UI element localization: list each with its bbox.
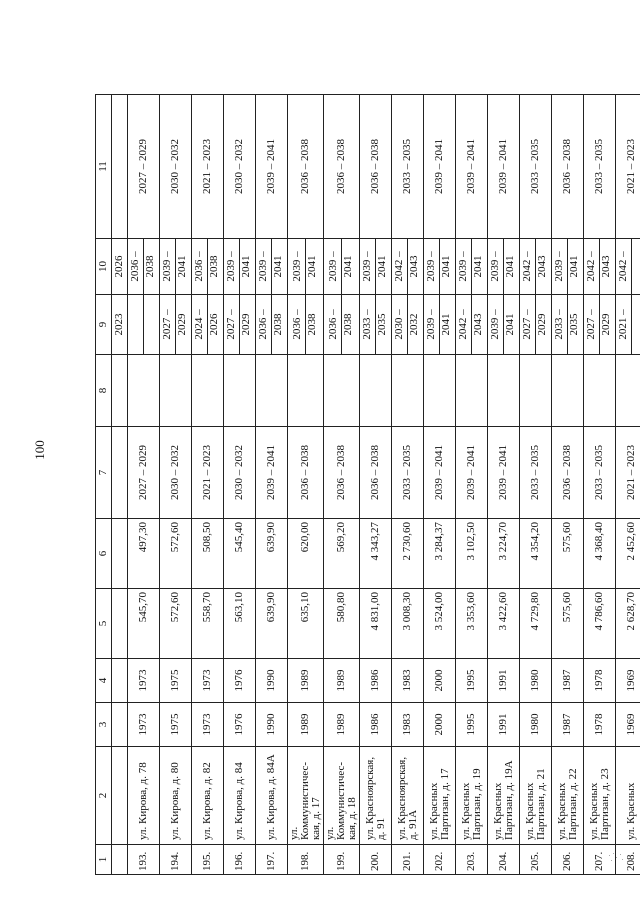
table-row xyxy=(392,95,424,875)
period-start: 2039 – xyxy=(425,295,440,354)
period-end xyxy=(144,295,158,354)
table-row xyxy=(520,95,552,875)
row-index: 201. xyxy=(392,845,424,875)
living-area-cell: 4 343,27 xyxy=(360,519,392,589)
total-area-cell: 545,70 xyxy=(128,589,160,659)
header-cell: 1 xyxy=(96,845,112,875)
address-cell: ул. Красных Партизан, д. 21 xyxy=(520,747,552,845)
empty-cell xyxy=(288,355,324,427)
row-index: 207. xyxy=(584,845,616,875)
period-split-cell-10 xyxy=(256,239,288,295)
period-end: 2043 xyxy=(472,313,484,336)
period-end: 2026 xyxy=(208,313,220,336)
period-end: 2041 xyxy=(472,255,484,278)
year-cell: 1990 xyxy=(256,659,288,703)
period-cell: 2021 – 2023 xyxy=(192,427,224,519)
total-area-cell: 639,90 xyxy=(256,589,288,659)
period-split-cell-9 xyxy=(584,295,616,355)
total-area-cell: 4 831,00 xyxy=(360,589,392,659)
overhaul-period-cell: 2021 – 2023 xyxy=(192,95,224,239)
address-cell: ул. Красных Партизан, д. 19А xyxy=(488,747,520,845)
period-end: 2032 xyxy=(408,313,420,336)
address-cell: ул. Красных Партизан, д. 23 xyxy=(584,747,616,845)
period-split-cell-10 xyxy=(616,239,640,295)
overhaul-period-cell: 2030 – 2032 xyxy=(224,95,256,239)
year-cell: 1995 xyxy=(456,659,488,703)
total-area-cell: 572,60 xyxy=(160,589,192,659)
empty-cell xyxy=(192,355,224,427)
header-cell: 7 xyxy=(96,427,112,519)
row-index: 204. xyxy=(488,845,520,875)
column-number-header xyxy=(96,95,112,875)
table-row xyxy=(128,95,160,875)
period-start: 2039 – xyxy=(489,239,504,294)
period-start: 2027 – xyxy=(161,295,176,354)
period-end: 2038 xyxy=(272,313,284,336)
header-cell: 11 xyxy=(96,95,112,239)
period-cell: 2030 – 2032 xyxy=(224,427,256,519)
overhaul-period-cell: 2021 – 2023 xyxy=(616,95,640,239)
table-row xyxy=(256,95,288,875)
period-end: 2038 xyxy=(342,313,354,336)
empty-cell xyxy=(128,355,160,427)
period-cell: 2033 – 2035 xyxy=(584,427,616,519)
period-end: 2043 xyxy=(600,255,612,278)
period-end: 2038 xyxy=(208,255,220,278)
period-start: 2030 – xyxy=(393,295,408,354)
total-area-cell: 580,80 xyxy=(324,589,360,659)
period-cell: 2036 – 2038 xyxy=(360,427,392,519)
period-start: 2036 – xyxy=(129,239,144,294)
period-split-cell-9 xyxy=(488,295,520,355)
year-built-cell: 1986 xyxy=(360,703,392,747)
period-start: 2039 – xyxy=(425,239,440,294)
period-end: 2041 xyxy=(440,255,452,278)
period-end: 2029 xyxy=(600,313,612,336)
table-row xyxy=(360,95,392,875)
period-end: 2041 xyxy=(306,255,318,278)
total-area-cell: 4 729,80 xyxy=(520,589,552,659)
period-split-cell-10 xyxy=(392,239,424,295)
year-built-cell: 1969 xyxy=(616,703,640,747)
table-row xyxy=(552,95,584,875)
empty-cell xyxy=(456,355,488,427)
period-split-cell-10 xyxy=(288,239,324,295)
period-cell: 2039 – 2041 xyxy=(456,427,488,519)
empty-cell xyxy=(520,355,552,427)
period-end xyxy=(632,295,640,354)
living-area-cell: 572,60 xyxy=(160,519,192,589)
period-split-cell-9 xyxy=(456,295,488,355)
period-end: 2041 xyxy=(568,255,580,278)
period-end: 2043 xyxy=(536,255,548,278)
table-row xyxy=(488,95,520,875)
row-index: 196. xyxy=(224,845,256,875)
total-area-cell: 635,10 xyxy=(288,589,324,659)
header-cell: 6 xyxy=(96,519,112,589)
year-built-cell: 1973 xyxy=(128,703,160,747)
period-split-cell-10 xyxy=(160,239,192,295)
row-index: 208. xyxy=(616,845,640,875)
address-cell: ул. Коммунистичес-кая, д. 18 xyxy=(324,747,360,845)
year-built-cell: 1978 xyxy=(584,703,616,747)
header-cell: 8 xyxy=(96,355,112,427)
row-index: 205. xyxy=(520,845,552,875)
year-built-cell: 1990 xyxy=(256,703,288,747)
period-end: 2029 xyxy=(176,313,188,336)
period-cell: 2036 – 2038 xyxy=(288,427,324,519)
year-cell: 1978 xyxy=(584,659,616,703)
period-start: 2036 – xyxy=(257,295,272,354)
fragment-cell-10: 2026 xyxy=(112,239,128,295)
period-cell: 2033 – 2035 xyxy=(520,427,552,519)
period-end: 2041 xyxy=(376,255,388,278)
period-end: 2041 xyxy=(176,255,188,278)
overhaul-period-cell: 2033 – 2035 xyxy=(584,95,616,239)
period-start: 2039 – xyxy=(291,239,306,294)
table-row xyxy=(616,95,640,875)
period-split-cell-10 xyxy=(324,239,360,295)
row-index: 206. xyxy=(552,845,584,875)
empty-cell xyxy=(256,355,288,427)
year-cell: 1973 xyxy=(192,659,224,703)
address-cell: ул. Красных Партизан, д. 17 xyxy=(424,747,456,845)
period-end: 2041 xyxy=(504,313,516,336)
address-cell: ул. Кирова, д. 82 xyxy=(192,747,224,845)
period-start: 2024 – xyxy=(193,295,208,354)
year-built-cell: 1983 xyxy=(392,703,424,747)
year-cell: 1973 xyxy=(128,659,160,703)
address-cell: ул. Кирова, д. 84 xyxy=(224,747,256,845)
overhaul-period-cell: 2033 – 2035 xyxy=(520,95,552,239)
period-end xyxy=(632,239,640,294)
living-area-cell: 497,30 xyxy=(128,519,160,589)
header-cell: 2 xyxy=(96,747,112,845)
period-split-cell-10 xyxy=(128,239,160,295)
living-area-cell: 2 730,60 xyxy=(392,519,424,589)
total-area-cell: 3 008,30 xyxy=(392,589,424,659)
period-cell: 2033 – 2035 xyxy=(392,427,424,519)
period-start xyxy=(129,295,144,354)
period-start: 2039 – xyxy=(161,239,176,294)
year-cell: 1986 xyxy=(360,659,392,703)
period-cell: 2039 – 2041 xyxy=(488,427,520,519)
year-built-cell: 1995 xyxy=(456,703,488,747)
living-area-cell: 3 102,50 xyxy=(456,519,488,589)
overhaul-period-cell: 2036 – 2038 xyxy=(360,95,392,239)
period-start: 2033 – xyxy=(553,295,568,354)
year-cell: 2000 xyxy=(424,659,456,703)
total-area-cell: 558,70 xyxy=(192,589,224,659)
year-built-cell: 1991 xyxy=(488,703,520,747)
period-split-cell-9 xyxy=(288,295,324,355)
address-cell: ул. Красных Партизан, д. 19 xyxy=(456,747,488,845)
period-end: 2041 xyxy=(240,255,252,278)
year-cell: 1987 xyxy=(552,659,584,703)
table-row xyxy=(584,95,616,875)
housing-schedule-table xyxy=(95,94,640,875)
period-cell: 2036 – 2038 xyxy=(324,427,360,519)
table-row xyxy=(324,95,360,875)
period-start: 2042 – xyxy=(457,295,472,354)
year-built-cell: 1976 xyxy=(224,703,256,747)
period-start: 2027 – xyxy=(521,295,536,354)
address-cell: ул. Коммунистичес-кая, д. 17 xyxy=(288,747,324,845)
table-row xyxy=(456,95,488,875)
period-end: 2029 xyxy=(240,313,252,336)
period-start: 2027 – xyxy=(585,295,600,354)
continued-row-fragment xyxy=(112,95,128,875)
living-area-cell: 4 354,20 xyxy=(520,519,552,589)
address-cell: ул. Кирова, д. 84А xyxy=(256,747,288,845)
year-cell: 1989 xyxy=(288,659,324,703)
empty-cell xyxy=(488,355,520,427)
table-row xyxy=(424,95,456,875)
living-area-cell: 545,40 xyxy=(224,519,256,589)
period-split-cell-9 xyxy=(324,295,360,355)
period-split-cell-10 xyxy=(552,239,584,295)
header-cell: 5 xyxy=(96,589,112,659)
empty-cell xyxy=(616,355,640,427)
living-area-cell: 575,60 xyxy=(552,519,584,589)
period-cell: 2030 – 2032 xyxy=(160,427,192,519)
period-start: 2042 – xyxy=(521,239,536,294)
table-row xyxy=(160,95,192,875)
year-built-cell: 1989 xyxy=(288,703,324,747)
period-split-cell-9 xyxy=(552,295,584,355)
overhaul-period-cell: 2039 – 2041 xyxy=(256,95,288,239)
period-start: 2036 – xyxy=(291,295,306,354)
period-start: 2042 – xyxy=(393,239,408,294)
row-index: 194. xyxy=(160,845,192,875)
period-split-cell-9 xyxy=(160,295,192,355)
empty-cell xyxy=(392,355,424,427)
address-cell: ул. Красноярская, д. 91 xyxy=(360,747,392,845)
row-index: 197. xyxy=(256,845,288,875)
living-area-cell: 620,00 xyxy=(288,519,324,589)
table-body xyxy=(96,95,640,875)
period-end: 2043 xyxy=(408,255,420,278)
period-split-cell-9 xyxy=(520,295,552,355)
period-start: 2036 – xyxy=(327,295,342,354)
period-split-cell-9 xyxy=(392,295,424,355)
total-area-cell: 563,10 xyxy=(224,589,256,659)
overhaul-period-cell: 2039 – 2041 xyxy=(456,95,488,239)
overhaul-period-cell: 2036 – 2038 xyxy=(324,95,360,239)
empty-cell xyxy=(424,355,456,427)
year-built-cell: 1980 xyxy=(520,703,552,747)
address-cell: ул. Красных Партизан, д. 22 xyxy=(552,747,584,845)
empty-cell xyxy=(224,355,256,427)
period-end: 2041 xyxy=(342,255,354,278)
period-start: 2039 – xyxy=(257,239,272,294)
period-split-cell-9 xyxy=(424,295,456,355)
period-end: 2041 xyxy=(504,255,516,278)
period-split-cell-10 xyxy=(520,239,552,295)
empty-cell xyxy=(160,355,192,427)
period-end: 2029 xyxy=(536,313,548,336)
period-start: 2039 – xyxy=(327,239,342,294)
row-index: 195. xyxy=(192,845,224,875)
year-built-cell: 1975 xyxy=(160,703,192,747)
overhaul-period-cell: 2027 – 2029 xyxy=(128,95,160,239)
total-area-cell: 3 524,00 xyxy=(424,589,456,659)
period-start: 2039 – xyxy=(553,239,568,294)
period-split-cell-9 xyxy=(128,295,160,355)
period-split-cell-9 xyxy=(616,295,640,355)
table-row xyxy=(192,95,224,875)
year-built-cell: 1987 xyxy=(552,703,584,747)
year-cell: 1989 xyxy=(324,659,360,703)
overhaul-period-cell: 2030 – 2032 xyxy=(160,95,192,239)
table-row xyxy=(224,95,256,875)
header-cell: 4 xyxy=(96,659,112,703)
period-split-cell-10 xyxy=(224,239,256,295)
header-cell: 9 xyxy=(96,295,112,355)
year-built-cell: 1973 xyxy=(192,703,224,747)
address-cell: ул. Красных xyxy=(616,747,640,845)
period-end: 2038 xyxy=(144,255,156,278)
living-area-cell: 3 284,37 xyxy=(424,519,456,589)
period-split-cell-10 xyxy=(424,239,456,295)
scan-speckle xyxy=(607,852,625,864)
period-cell: 2021 – 2023 xyxy=(616,427,640,519)
address-cell: ул. Кирова, д. 78 xyxy=(128,747,160,845)
row-index: 199. xyxy=(324,845,360,875)
overhaul-period-cell: 2039 – 2041 xyxy=(424,95,456,239)
row-index: 202. xyxy=(424,845,456,875)
period-split-cell-10 xyxy=(456,239,488,295)
year-cell: 1983 xyxy=(392,659,424,703)
living-area-cell: 2 452,60 xyxy=(616,519,640,589)
total-area-cell: 3 422,60 xyxy=(488,589,520,659)
period-end: 2041 xyxy=(272,255,284,278)
year-cell: 1980 xyxy=(520,659,552,703)
period-start: 2033 – xyxy=(361,295,376,354)
period-start: 2039 – xyxy=(489,295,504,354)
overhaul-period-cell: 2039 – 2041 xyxy=(488,95,520,239)
address-cell: ул. Кирова, д. 80 xyxy=(160,747,192,845)
total-area-cell: 3 353,60 xyxy=(456,589,488,659)
empty-cell xyxy=(360,355,392,427)
period-split-cell-10 xyxy=(192,239,224,295)
total-area-cell: 575,60 xyxy=(552,589,584,659)
period-start: 2027 – xyxy=(225,295,240,354)
overhaul-period-cell: 2033 – 2035 xyxy=(392,95,424,239)
year-built-cell: 1989 xyxy=(324,703,360,747)
period-start: 2036 – xyxy=(193,239,208,294)
period-end: 2041 xyxy=(440,313,452,336)
living-area-cell: 569,20 xyxy=(324,519,360,589)
period-split-cell-10 xyxy=(584,239,616,295)
period-start: 2042 – xyxy=(617,239,632,294)
row-index: 198. xyxy=(288,845,324,875)
empty-cell xyxy=(584,355,616,427)
period-split-cell-9 xyxy=(256,295,288,355)
table-row xyxy=(288,95,324,875)
year-cell: 1991 xyxy=(488,659,520,703)
living-area-cell: 3 224,70 xyxy=(488,519,520,589)
year-cell: 1975 xyxy=(160,659,192,703)
address-cell: ул. Красноярская, д. 91А xyxy=(392,747,424,845)
empty-cell xyxy=(552,355,584,427)
living-area-cell: 639,90 xyxy=(256,519,288,589)
overhaul-period-cell: 2036 – 2038 xyxy=(288,95,324,239)
period-split-cell-9 xyxy=(192,295,224,355)
overhaul-period-cell: 2036 – 2038 xyxy=(552,95,584,239)
period-split-cell-10 xyxy=(488,239,520,295)
year-built-cell: 2000 xyxy=(424,703,456,747)
period-cell: 2027 – 2029 xyxy=(128,427,160,519)
period-cell: 2039 – 2041 xyxy=(256,427,288,519)
row-index: 193. xyxy=(128,845,160,875)
period-end: 2035 xyxy=(376,313,388,336)
period-cell: 2039 – 2041 xyxy=(424,427,456,519)
period-split-cell-9 xyxy=(360,295,392,355)
living-area-cell: 508,50 xyxy=(192,519,224,589)
page-number: 100 xyxy=(32,440,47,460)
living-area-cell: 4 368,40 xyxy=(584,519,616,589)
total-area-cell: 2 628,70 xyxy=(616,589,640,659)
year-cell: 1976 xyxy=(224,659,256,703)
fragment-cell-9: 2023 xyxy=(112,295,128,355)
period-start: 2039 – xyxy=(361,239,376,294)
rotated-table-wrapper xyxy=(95,95,637,875)
period-start: 2042 – xyxy=(585,239,600,294)
empty-cell xyxy=(324,355,360,427)
total-area-cell: 4 786,60 xyxy=(584,589,616,659)
period-split-cell-9 xyxy=(224,295,256,355)
period-end: 2038 xyxy=(306,313,318,336)
period-end: 2035 xyxy=(568,313,580,336)
year-cell: 1969 xyxy=(616,659,640,703)
period-start: 2021 – xyxy=(617,295,632,354)
period-start: 2039 – xyxy=(225,239,240,294)
row-index: 200. xyxy=(360,845,392,875)
period-start: 2039 – xyxy=(457,239,472,294)
row-index: 203. xyxy=(456,845,488,875)
period-cell: 2036 – 2038 xyxy=(552,427,584,519)
period-split-cell-10 xyxy=(360,239,392,295)
header-cell: 3 xyxy=(96,703,112,747)
header-cell: 10 xyxy=(96,239,112,295)
